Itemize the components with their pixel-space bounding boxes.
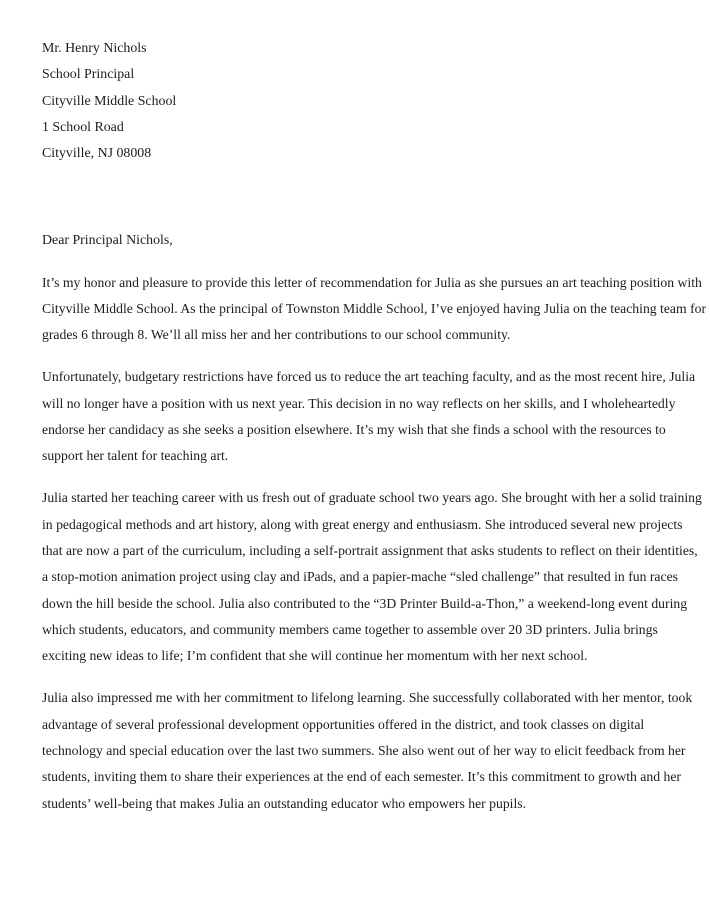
text-line: It’s my honor and pleasure to provide this letter of recommendation for Julia as she pursues an art teaching position with (42, 274, 702, 290)
text-line: advantage of several professional development opportunities offered in the district, and took classes on digital (42, 716, 645, 732)
text-line: School Principal (42, 67, 135, 83)
text-line: Cityville Middle School (42, 93, 177, 109)
text-line: which students, educators, and community members came together to assemble over 20 3D printers. Julia brings (42, 621, 658, 637)
salutation: Dear Principal Nichols, (42, 232, 173, 248)
body-paragraph (42, 364, 696, 469)
text-line: support her talent for teaching art. (42, 448, 229, 464)
body-paragraph (42, 685, 693, 817)
text-line: Julia also impressed me with her commitment to lifelong learning. She successfully collaborated with her mentor, took (42, 690, 693, 706)
text-line: 1 School Road (42, 120, 124, 136)
text-line: exciting new ideas to life; I’m confident that she will continue her momentum with her next school. (42, 648, 588, 664)
text-line: in pedagogical methods and art history, along with great energy and enthusiasm. She introduced several new projects (42, 516, 683, 532)
text-line: technology and special education over the last two summers. She also went out of her way to elicit feedback from her (42, 742, 686, 758)
recipient-address-block (42, 36, 670, 168)
text-line: grades 6 through 8. We’ll all miss her and her contributions to our school community. (42, 327, 511, 343)
text-line: down the hill beside the school. Julia also contributed to the “3D Printer Build-a-Thon,” a weekend-long event during (42, 595, 688, 611)
body-paragraph (42, 485, 702, 669)
text-line: Julia started her teaching career with us fresh out of graduate school two years ago. She brought with her a solid training (42, 490, 702, 506)
text-line: will no longer have a position with us next year. This decision in no way reflects on her skills, and I wholeheartedly (42, 395, 676, 411)
body-paragraph (42, 270, 707, 349)
text-line: that are now a part of the curriculum, including a self-portrait assignment that asks students to reflect on their identities, (42, 542, 698, 558)
text-line: students’ well-being that makes Julia an outstanding educator who empowers her pupils. (42, 795, 527, 811)
text-line: Cityville, NJ 08008 (42, 146, 152, 162)
text-line: endorse her candidacy as she seeks a position elsewhere. It’s my wish that she finds a school with the resources to (42, 421, 666, 437)
text-line: Mr. Henry Nichols (42, 41, 147, 56)
letter-body (42, 270, 707, 817)
text-line: students, inviting them to share their experiences at the end of each semester. It’s this commitment to growth and her (42, 769, 681, 785)
text-line: Cityville Middle School. As the principal of Townston Middle School, I’ve enjoyed having Julia on the teaching team for (42, 301, 707, 316)
text-line: a stop-motion animation project using clay and iPads, and a papier-mache “sled challenge” that resulted in fun races (42, 569, 678, 585)
text-line: Unfortunately, budgetary restrictions have forced us to reduce the art teaching faculty, and as the most recent hire, Julia (42, 369, 696, 385)
